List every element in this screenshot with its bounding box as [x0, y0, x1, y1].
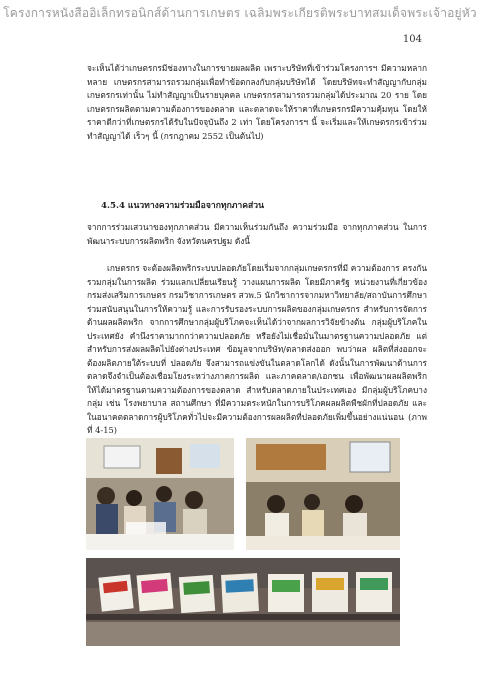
paragraph-cooperation: จากการร่วมเสวนาของทุกภาคส่วน มีความเห็นร่วมกันถึง ความร่วมมือ จากทุกภาคส่วน ในการพัฒนาระบบการผลิตพริก จังหวัดนครปฐม ดังนี้	[87, 222, 427, 246]
poster-exhibition-photo	[86, 558, 400, 646]
page-header: โครงการหนังสืออิเล็กทรอนิกส์ด้านการเกษตร เฉลิมพระเกียรติพระบาทสมเด็จพระเจ้าอยู่หัว	[3, 6, 477, 20]
seminar-photo-2	[246, 438, 400, 550]
seminar-photo-1	[86, 438, 234, 550]
section-heading: 4.5.4 แนวทางความร่วมมือจากทุกภาคส่วน	[101, 201, 264, 211]
figure-4-15-photos	[86, 438, 400, 646]
page-number: 104	[402, 34, 422, 45]
paragraph-farmers: เกษตรกร จะต้องผลิตพริกระบบปลอดภัยโดยเริ่มจากกลุ่มเกษตรกรที่มี ความต้องการ ตรงกัน รวมกลุ่มในการผลิต ร่วมแลกเปลี่ยนเรียนรู้ วางแผนการผลิต โดยมีภาครัฐ หน่วยงานที่เกี่ยวข้อง กรมส่งเสริมการเกษตร กรมวิชาการเกษตร สวพ.5 นักวิชาการจากมหาวิทยาลัย/สถาบันการศึกษา ร่วมสนับสนุนในการให้ความรู้ และการรับรองระบบการผลิตของกลุ่มเกษตรกร สำหรับการจัดการด้านผลผลิตพริก จากการศึกษากลุ่มผู้บริโภคจะเห็นได้ว่าจากผลการวิจัยข้างต้น กลุ่มผู้บริโภคในประเทศยัง คำนึงราคามากกว่าความปลอดภัย หรือยังไม่เชื่อมั่นในมาตรฐานความปลอดภัย แต่สำหรับการส่งผลผลิตไปยังต่างประเทศ ข้อมูลจากบริษัท/ตลาดส่งออก พบว่าผล ผลิตที่ส่งออกจะต้องผลิตภายใต้ระบบที่ ปลอดภัย จึงสามารถแข่งขันในตลาดโลกได้ ดังนั้นในการพัฒนาด้านการตลาดจึงจำเป็นต้องเชื่อมโยงระหว่างภาคการผลิต และภาคตลาด/เอกชน เพื่อพัฒนาผลผลิตพริกให้ได้มาตรฐานตามความต้องการของตลาด สำหรับตลาดภายในประเทศเอง มีกลุ่มผู้บริโภคบางกลุ่ม เช่น โรงพยาบาล สถานศึกษา ที่มีความตระหนักในการบริโภคผลผลิตพืชผักที่ปลอดภัย และในอนาคตตลาดการผู้บริโภคทั่วไปจะมีความต้องการผลผลิตที่ปลอดภัยเพิ่มขึ้นอย่างแน่นอน (ภาพที่ 4-15)	[87, 263, 427, 435]
paragraph-market-channels: จะเห็นได้ว่าเกษตรกรมีช่องทางในการขายผลผลิต เพราะบริษัทที่เข้าร่วมโครงการฯ มีความหลากหลาย เกษตรกรสามารถรวมกลุ่มเพื่อทำข้อตกลงกับกลุ่มบริษัทได้ โดยบริษัทจะทำสัญญากับกลุ่มเกษตรกรเท่านั้น ไม่ทำสัญญาเป็นรายบุคคล เกษตรกรสามารถรวมกลุ่มได้ประมาณ 20 ราย โดยเกษตรกรผลิตตามความต้องการของตลาด และตลาดจะให้ราคาที่เกษตรกรมีความคุ้มทุน โดยให้ราคาดีกว่าที่เกษตรกรได้รับในปัจจุบันถึง 2 เท่า โดยโครงการฯ นี้ จะเริ่มและให้เกษตรกรเข้าร่วมทำสัญญาได้ เร็วๆ นี้ (กรกฎาคม 2552 เป็นต้นไป)	[87, 63, 427, 141]
